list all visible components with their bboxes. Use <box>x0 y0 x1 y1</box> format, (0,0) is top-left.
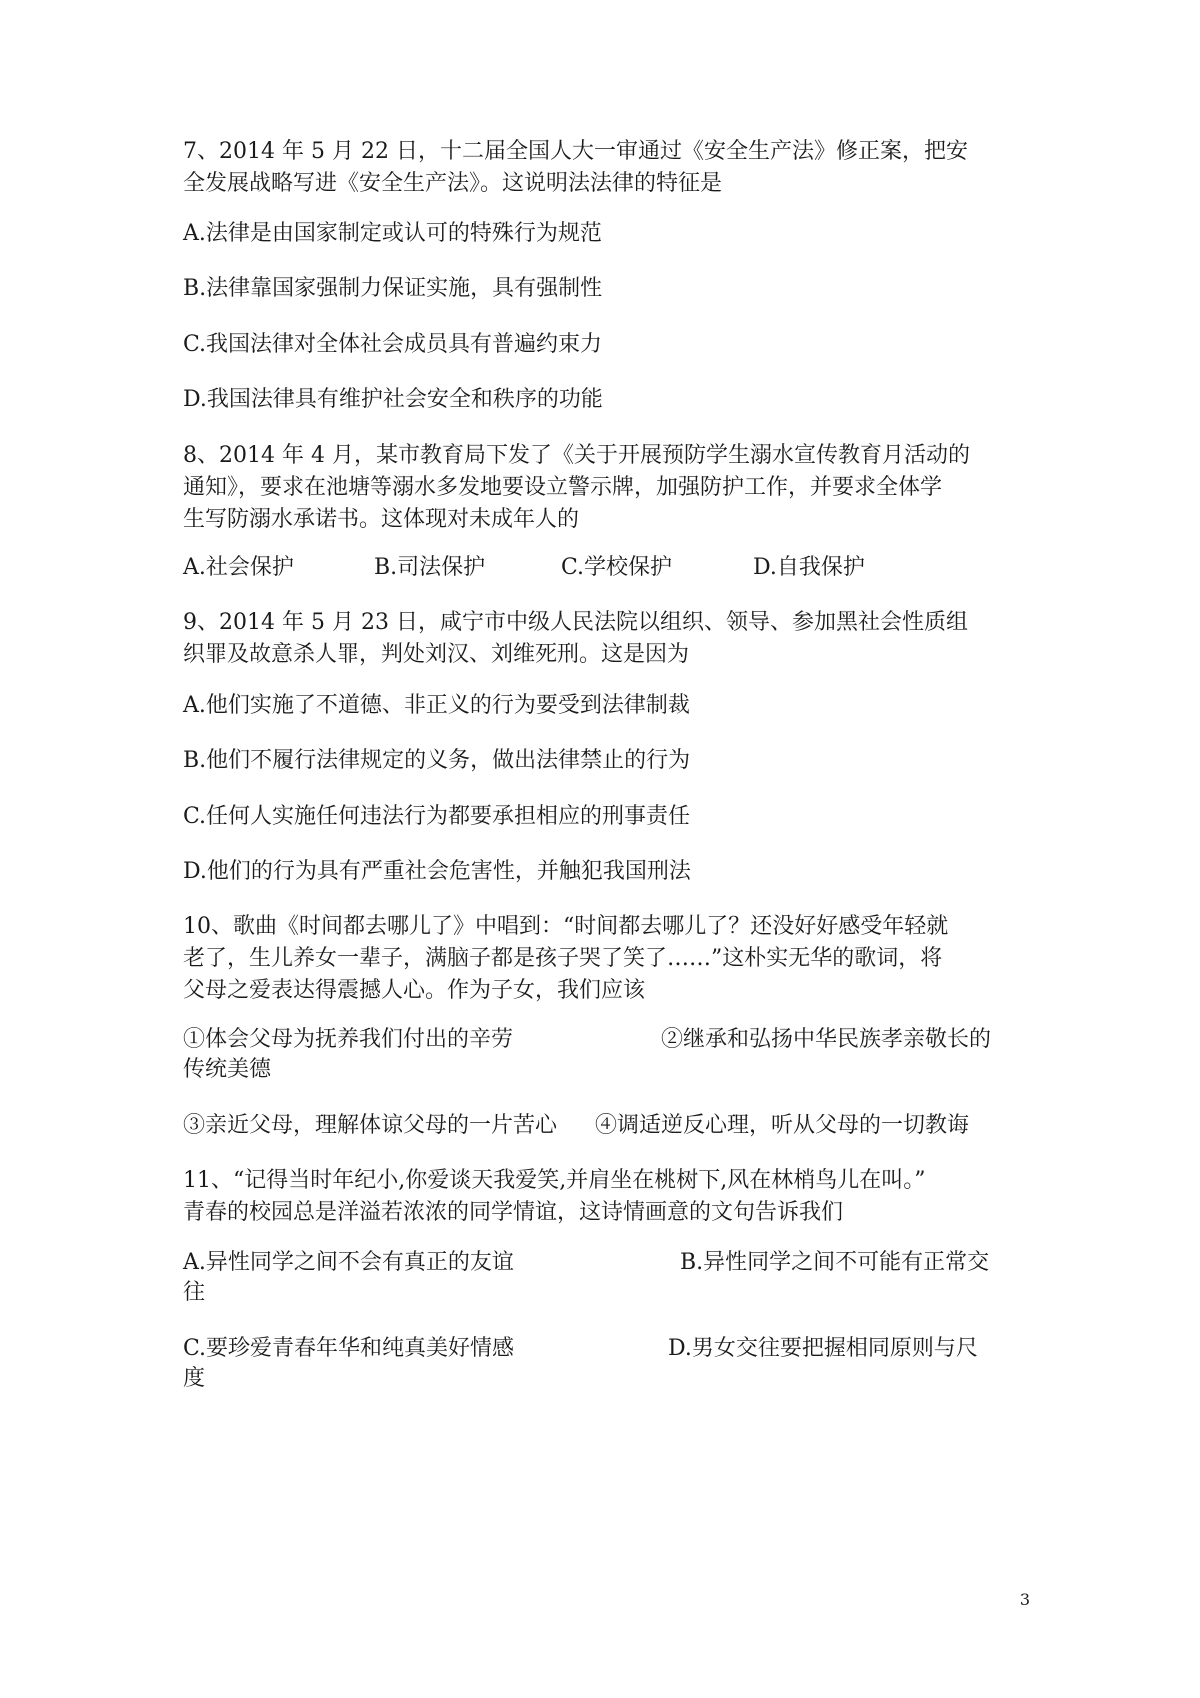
question-10-stem-line-3: 父母之爱表达得震撼人心。作为子女，我们应该 <box>183 978 646 1003</box>
question-11-option-c: C.要珍爱青春年华和纯真美好情感 <box>183 1336 515 1361</box>
question-10-item-1: ①体会父母为抚养我们付出的辛劳 <box>183 1027 514 1052</box>
question-8-options <box>183 552 1023 584</box>
question-10-stem <box>183 911 1023 1007</box>
question-7-stem <box>183 136 1023 200</box>
question-10-items-row-2 <box>183 1110 1023 1142</box>
question-9-stem <box>183 607 1023 671</box>
question-8-stem <box>183 440 1023 536</box>
question-8-stem-line-1: 8、2014 年 4 月，某市教育局下发了《关于开展预防学生溺水宣传教育月活动的 <box>183 443 970 468</box>
question-11-option-b: B.异性同学之间不可能有正常交 <box>680 1250 990 1275</box>
question-7-option-d: D.我国法律具有维护社会安全和秩序的功能 <box>183 387 603 412</box>
question-11-option-b-continued: 往 <box>183 1280 206 1305</box>
question-10-item-2: ②继承和弘扬中华民族孝亲敬长的 <box>661 1027 992 1052</box>
question-10-item-2-continued: 传统美德 <box>183 1057 272 1082</box>
question-8-option-d: D.自我保护 <box>753 555 865 580</box>
question-10-items-row-1 <box>183 1024 1023 1056</box>
question-9-option-c: C.任何人实施任何违法行为都要承担相应的刑事责任 <box>183 804 691 829</box>
question-9-option-a: A.他们实施了不道德、非正义的行为要受到法律制裁 <box>183 693 690 718</box>
question-10-stem-line-2: 老了，生儿养女一辈子，满脑子都是孩子哭了笑了……”这朴实无华的歌词，将 <box>183 946 943 971</box>
question-11-option-d-continued: 度 <box>183 1366 206 1391</box>
question-9-option-d: D.他们的行为具有严重社会危害性，并触犯我国刑法 <box>183 859 691 884</box>
question-11-options-row-2 <box>183 1333 1023 1365</box>
question-8-option-b: B.司法保护 <box>374 555 486 580</box>
question-7-option-c: C.我国法律对全体社会成员具有普遍约束力 <box>183 332 603 357</box>
question-8-option-c: C.学校保护 <box>561 555 673 580</box>
question-8-stem-line-3: 生写防溺水承诺书。这体现对未成年人的 <box>183 507 580 532</box>
question-7-option-a: A.法律是由国家制定或认可的特殊行为规范 <box>183 221 602 246</box>
question-11-stem-line-1: 11、“记得当时年纪小,你爱谈天我爱笑,并肩坐在桃树下,风在林梢鸟儿在叫。” <box>183 1168 926 1193</box>
question-11-stem <box>183 1165 1023 1229</box>
question-10-item-4: ④调适逆反心理，听从父母的一切教诲 <box>595 1113 970 1138</box>
question-11-stem-line-2: 青春的校园总是洋溢若浓浓的同学情谊，这诗情画意的文句告诉我们 <box>183 1200 844 1225</box>
question-11-option-a: A.异性同学之间不会有真正的友谊 <box>183 1250 514 1275</box>
question-9-stem-line-2: 织罪及故意杀人罪，判处刘汉、刘维死刑。这是因为 <box>183 642 690 667</box>
question-10-stem-line-1: 10、歌曲《时间都去哪儿了》中唱到：“时间都去哪儿了？还没好好感受年轻就 <box>183 914 949 939</box>
question-7-option-b: B.法律靠国家强制力保证实施，具有强制性 <box>183 276 603 301</box>
page-number: 3 <box>1019 1590 1030 1609</box>
question-10-item-3: ③亲近父母，理解体谅父母的一片苦心 <box>183 1113 558 1138</box>
question-9-stem-line-1: 9、2014 年 5 月 23 日，咸宁市中级人民法院以组织、领导、参加黑社会性质组 <box>183 610 968 635</box>
question-8-stem-line-2: 通知》，要求在池塘等溺水多发地要设立警示牌，加强防护工作，并要求全体学 <box>183 475 943 500</box>
question-11-options-row-1 <box>183 1247 1023 1279</box>
question-7-stem-line-1: 7、2014 年 5 月 22 日，十二届全国人大一审通过《安全生产法》修正案，把安 <box>183 139 968 164</box>
question-9-option-b: B.他们不履行法律规定的义务，做出法律禁止的行为 <box>183 748 691 773</box>
question-11-option-d: D.男女交往要把握相同原则与尺 <box>668 1336 978 1361</box>
question-8-option-a: A.社会保护 <box>183 555 294 580</box>
question-7-stem-line-2: 全发展战略写进《安全生产法》。这说明法法律的特征是 <box>183 171 723 196</box>
